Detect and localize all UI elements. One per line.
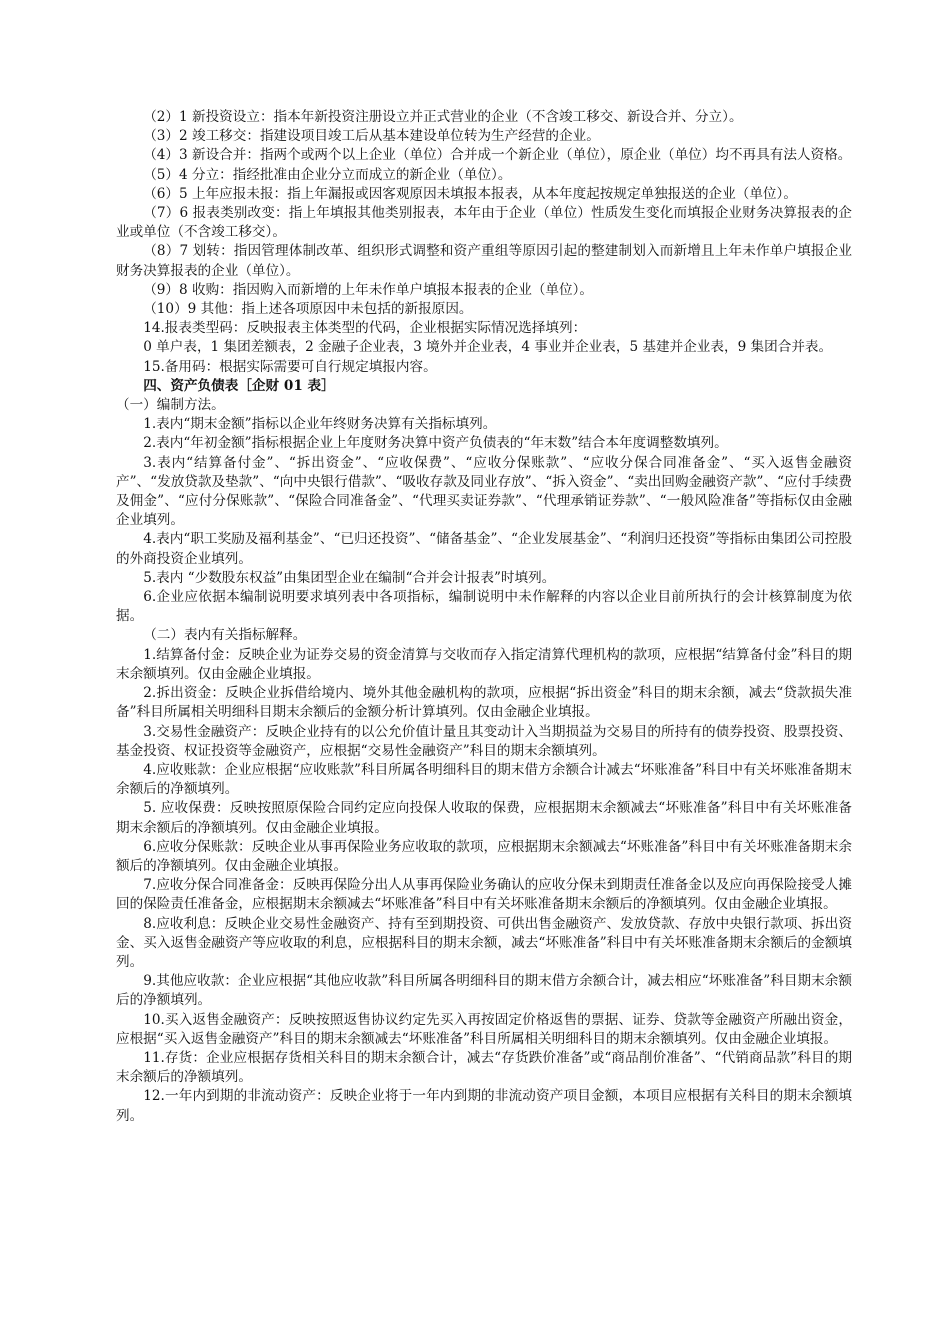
paragraph: 14.报表类型码：反映报表主体类型的代码，企业根据实际情况选择填列： — [143, 320, 587, 337]
paragraph: 3.交易性金融资产：反映企业持有的以公允价值计量且其变动计入当期损益为交易目的所持有的债券投资、股票投资、基金投资、权证投资等金融资产，应根据“交易性金融资产”科目的期末余额填列。 — [116, 723, 852, 759]
paragraph: （6）5 上年应报未报：指上年漏报或因客观原因未填报本报表，从本年度起按规定单独报送的企业（单位）。 — [143, 185, 797, 202]
paragraph: 1.表内“期末金额”指标以企业年终财务决算有关指标填列。 — [143, 416, 497, 433]
paragraph: 4.表内“职工奖励及福利基金”、“已归还投资”、“储备基金”、“企业发展基金”、“利润归还投资”等指标由集团公司控股的外商投资企业填列。 — [116, 531, 852, 567]
paragraph: （7）6 报表类别改变：指上年填报其他类别报表，本年由于企业（单位）性质发生变化而填报企业财务决算报表的企业或单位（不含竣工移交）。 — [116, 205, 852, 241]
paragraph: （8）7 划转：指因管理体制改革、组织形式调整和资产重组等原因引起的整建制划入而新增且上年未作单户填报企业财务决算报表的企业（单位）。 — [116, 243, 852, 279]
paragraph: 4.应收账款：企业应根据“应收账款”科目所属各明细科目的期末借方余额合计减去“坏账准备”科目中有关坏账准备期末余额后的净额填列。 — [116, 761, 852, 798]
paragraph: 15.备用码：根据实际需要可自行规定填报内容。 — [143, 358, 437, 375]
paragraph: 2.拆出资金：反映企业拆借给境内、境外其他金融机构的款项，应根据“拆出资金”科目的期末余额，减去“贷款损失准备”科目所属相关明细科目期末余额后的金额分析计算填列。仅由金融企业填报。 — [116, 685, 852, 721]
paragraph: （4）3 新设合并：指两个或两个以上企业（单位）合并成一个新企业（单位），原企业（单位）均不再具有法人资格。 — [143, 147, 852, 164]
paragraph: （一）编制方法。 — [116, 397, 225, 414]
paragraph: 9.其他应收款：企业应根据“其他应收款”科目所属各明细科目的期末借方余额合计，减去相应“坏账准备”科目期末余额后的净额填列。 — [116, 973, 852, 1009]
paragraph: （9）8 收购：指因购入而新增的上年未作单户填报本报表的企业（单位）。 — [143, 281, 594, 298]
paragraph: （3）2 竣工移交：指建设项目竣工后从基本建设单位转为生产经营的企业。 — [143, 128, 600, 145]
document-body — [116, 108, 852, 1126]
paragraph: 3.表内“结算备付金”、“拆出资金”、“应收保费”、“应收分保账款”、“应收分保合同准备金”、“买入返售金融资产”、“发放贷款及垫款”、“向中央银行借款”、“吸收存款及同业存放”、“拆入资金”、“卖出回购金融资产款”、“应付手续费及佣金”、“应付分保账款”、“保险合同准备金”、“代理买卖证券款”、“代理承销证券款”、“一般风险准备”等指标仅由金融企业填列。 — [116, 454, 852, 529]
paragraph: 0 单户表，1 集团差额表，2 金融子企业表，3 境外并企业表，4 事业并企业表，5 基建并企业表，9 集团合并表。 — [143, 339, 833, 356]
paragraph: 2.表内“年初金额”指标根据企业上年度财务决算中资产负债表的“年末数”结合本年度调整数填列。 — [143, 435, 728, 452]
paragraph: 1.结算备付金：反映企业为证券交易的资金清算与交收而存入指定清算代理机构的款项，应根据“结算备付金”科目的期末余额填列。仅由金融企业填报。 — [116, 646, 852, 682]
section-heading: 四、资产负债表［企财 01 表］ — [143, 377, 335, 394]
paragraph: 12.一年内到期的非流动资产：反映企业将于一年内到期的非流动资产项目金额，本项目应根据有关科目的期末余额填列。 — [116, 1088, 852, 1124]
paragraph: （5）4 分立：指经批准由企业分立而成立的新企业（单位）。 — [143, 166, 512, 183]
paragraph: （2）1 新投资设立：指本年新投资注册设立并正式营业的企业（不含竣工移交、新设合并、分立）。 — [143, 109, 743, 125]
paragraph: 5.表内 “少数股东权益”由集团型企业在编制“合并会计报表”时填列。 — [143, 569, 556, 586]
paragraph: 10.买入返售金融资产：反映按照返售协议约定先买入再按固定价格返售的票据、证券、贷款等金融资产所融出资金，应根据“买入返售金融资产”科目的期末余额减去“坏账准备”科目所属相关明细科目的期末余额填列。仅由金融企业填报。 — [116, 1011, 852, 1047]
paragraph: （10）9 其他：指上述各项原因中未包括的新报原因。 — [143, 301, 473, 318]
paragraph: 5. 应收保费：反映按照原保险合同约定应向投保人收取的保费，应根据期末余额减去“坏账准备”科目中有关坏账准备期末余额后的净额填列。仅由金融企业填报。 — [116, 800, 852, 836]
paragraph: 11.存货：企业应根据存货相关科目的期末余额合计，减去“存货跌价准备”或“商品削价准备”、“代销商品款”科目的期末余额后的净额填列。 — [116, 1049, 852, 1086]
paragraph: （二）表内有关指标解释。 — [143, 627, 307, 644]
paragraph: 7.应收分保合同准备金：反映再保险分出人从事再保险业务确认的应收分保未到期责任准备金以及应向再保险接受人摊回的保险责任准备金，应根据期末余额减去“坏账准备”科目中有关坏账准备期末余额后的净额填列。仅由金融企业填报。 — [116, 877, 852, 913]
paragraph: 6.应收分保账款：反映企业从事再保险业务应收取的款项，应根据期末余额减去“坏账准备”科目中有关坏账准备期末余额后的净额填列。仅由金融企业填报。 — [116, 838, 852, 874]
paragraph: 6.企业应依据本编制说明要求填列表中各项指标，编制说明中未作解释的内容以企业目前所执行的会计核算制度为依据。 — [116, 589, 852, 625]
paragraph: 8.应收利息：反映企业交易性金融资产、持有至到期投资、可供出售金融资产、发放贷款、存放中央银行款项、拆出资金、买入返售金融资产等应收取的利息，应根据科目的期末余额，减去“坏账准备”科目中有关坏账准备期末余额后的金额填列。 — [116, 915, 852, 970]
